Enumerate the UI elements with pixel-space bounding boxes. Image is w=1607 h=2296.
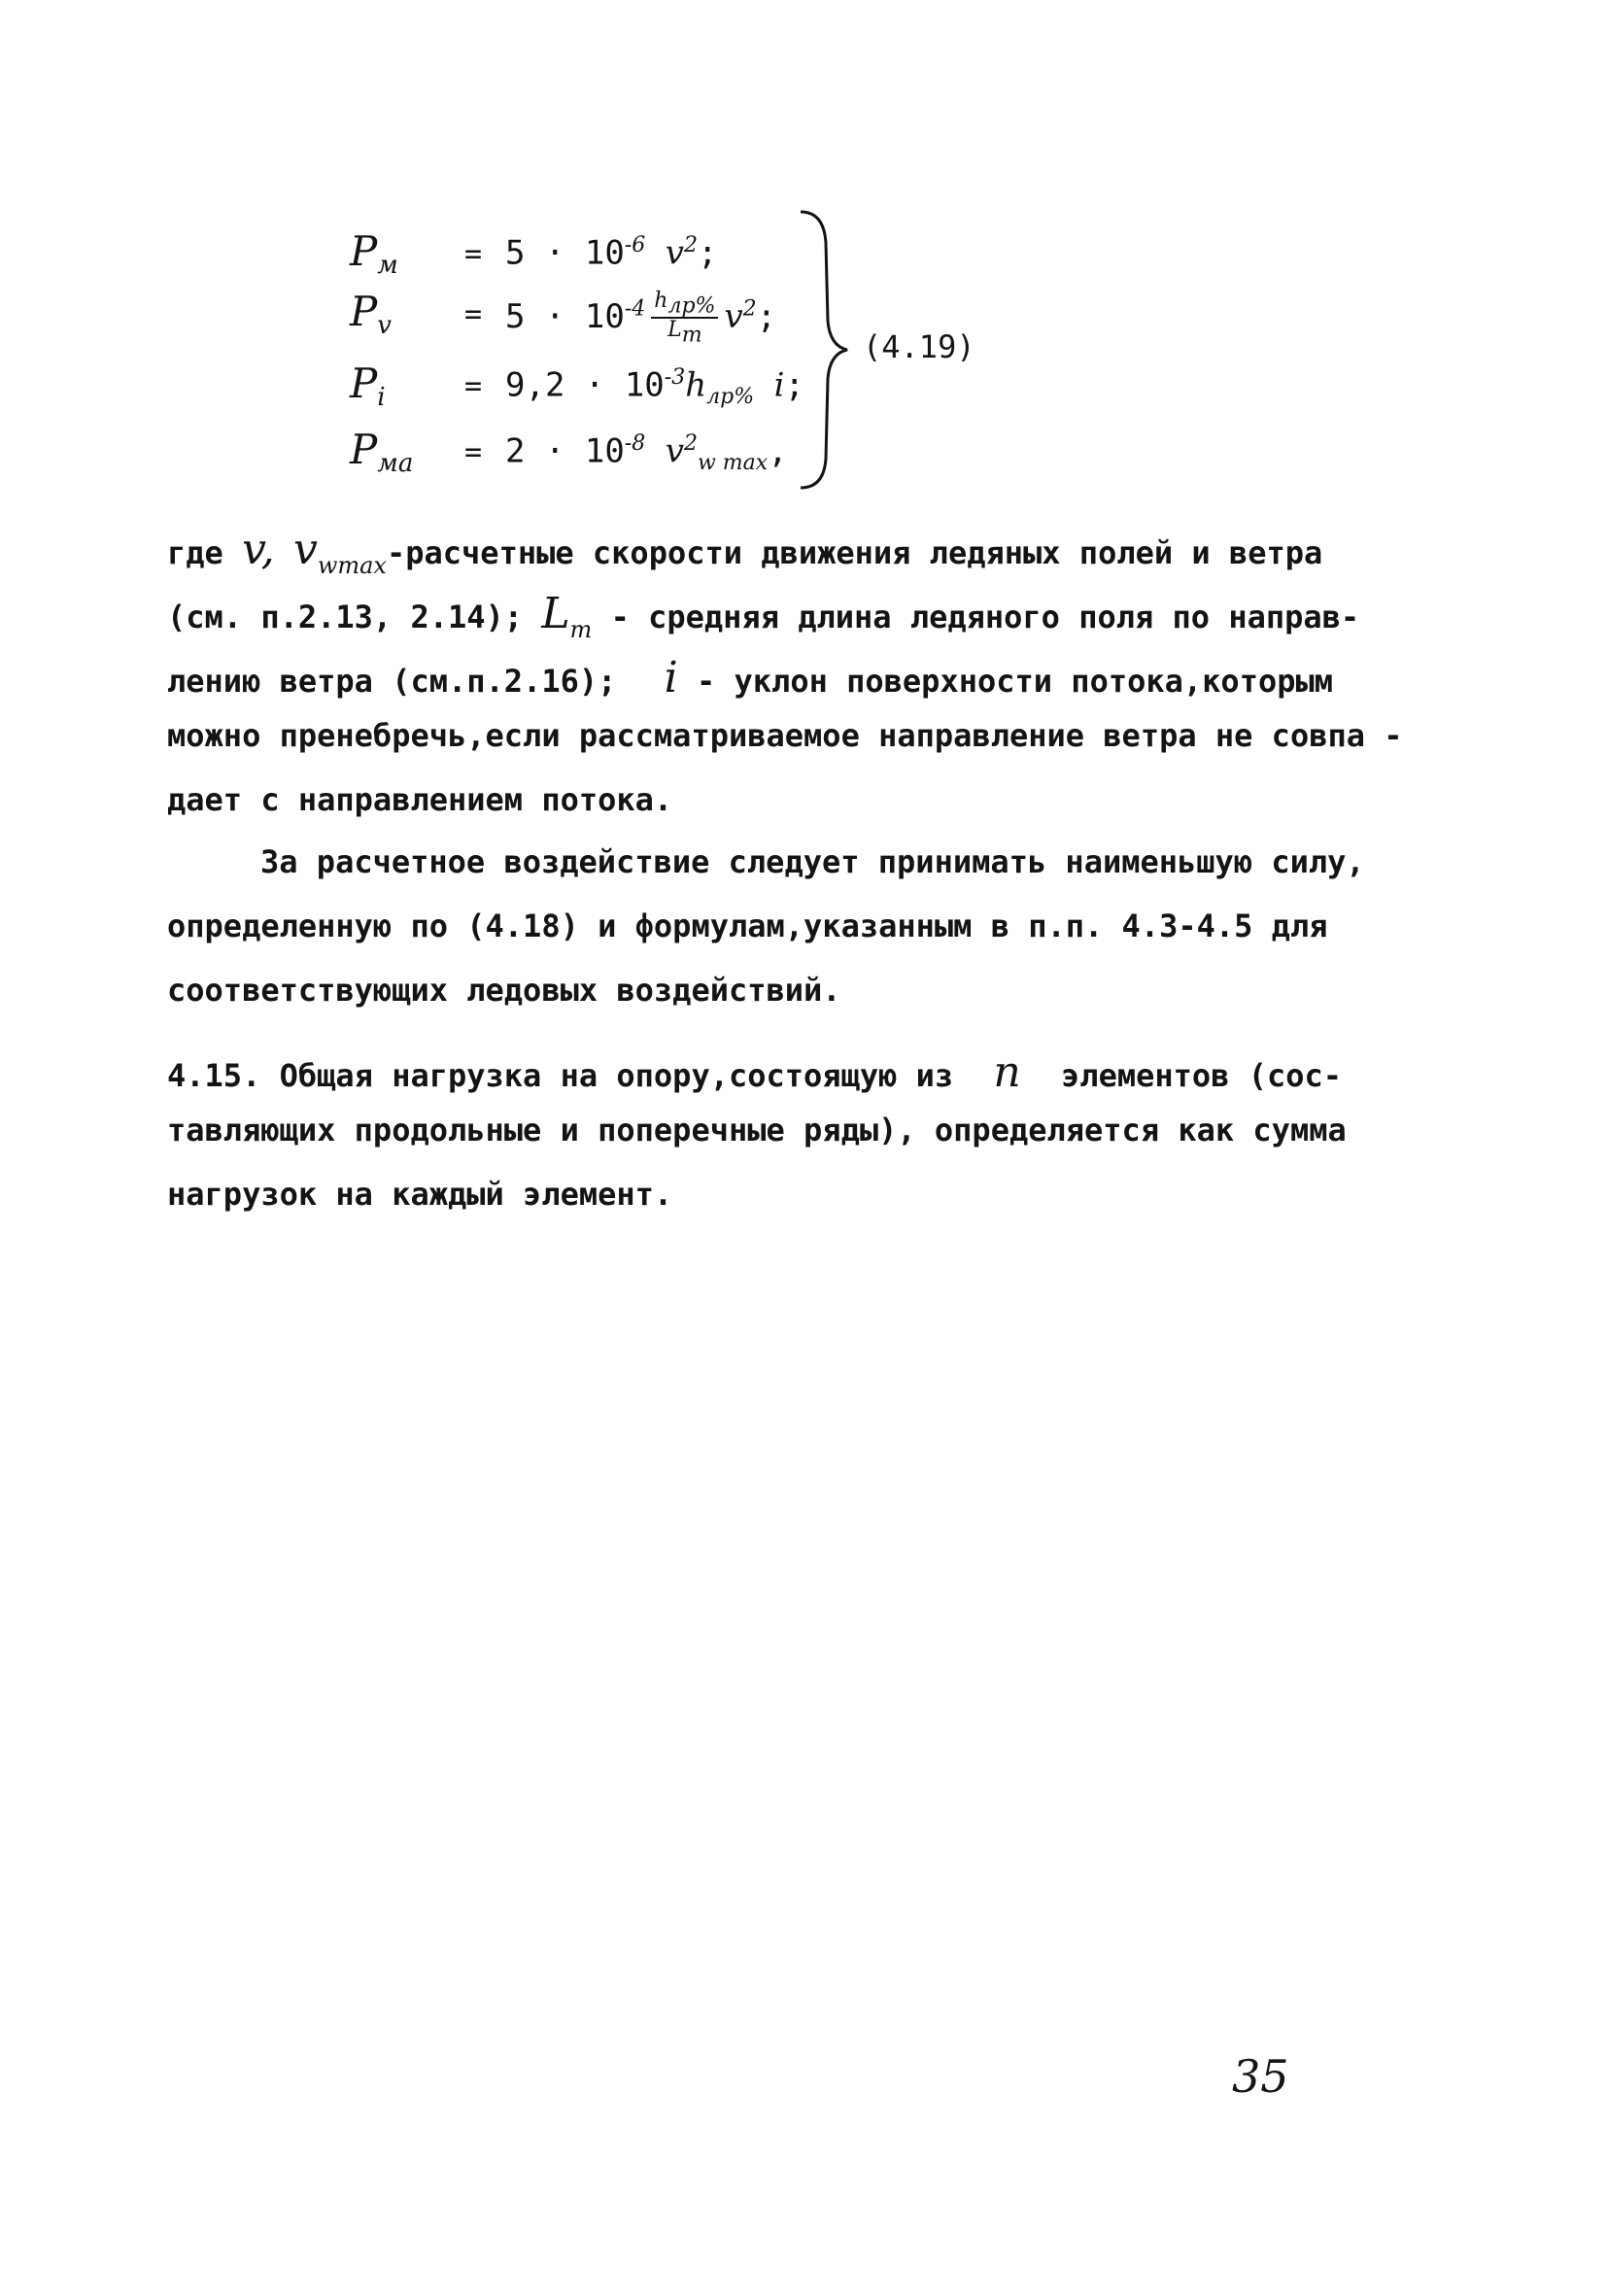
text-line: определенную по (4.18) и формулам,указанным в п.п. 4.3-4.5 для [167,908,1328,944]
symbol-Lm: $L_m$ [541,589,593,643]
formula-lhs: P [350,426,378,473]
symbol-v: v, [242,525,275,574]
right-brace-icon [787,204,855,496]
text-line: можно пренебречь,если рассматриваемое направление ветра не совпа - [167,717,1403,754]
symbol-v-wmax: $v_{wmax}$ [292,525,387,579]
formula-lhs: P [350,227,378,275]
symbol-i: i [664,653,678,703]
formula-lhs-subscript: i [377,383,386,412]
text-line: За расчетное воздействие следует принимать наименьшую силу, [260,843,1365,880]
equation-number: (4.19) [863,328,975,365]
text-line: 4.15. Общая нагрузка на опору,состоящую из n элементов (сос- [167,1047,1343,1097]
formula-lhs: P [350,360,378,407]
formula-rhs: $5 \cdot 10^{-4}$ $\frac{h_{лр\%}}{L_m}$ $v^2$; [505,289,777,348]
formula-rhs: $9,2 \cdot 10^{-3}h_{лр\%}$ i; [505,365,804,410]
fraction: $\frac{h_{лр\%}}{L_m}$ [651,290,718,347]
text-line: где v, $v_{wmax}$-расчетные скорости движения ледяных полей и ветра [167,525,1323,579]
formula-lhs-subscript: v [377,311,392,340]
text-line: дает с направлением потока. [167,781,673,818]
text-line: нагрузок на каждый элемент. [167,1176,673,1213]
equals-sign: = [464,369,483,403]
page-number: 35 [1232,2050,1289,2103]
formula-lhs-subscript: м [377,251,398,280]
formula-rhs: $2 \cdot 10^{-8}$ $v^2_{w max}$, [505,431,788,476]
text-line: лению ветра (см.п.2.16); i - уклон поверхности потока,которым [167,653,1334,703]
formula-lhs: P [350,288,378,335]
equals-sign: = [464,237,483,271]
symbol-n: n [993,1047,1021,1097]
text-line: (см. п.2.13, 2.14); $L_m$ - средняя длина ледяного поля по направ- [167,589,1360,643]
equals-sign: = [464,435,483,469]
text-line: соответствующих ледовых воздействий. [167,972,841,1009]
formula-rhs: $5 \cdot 10^{-6}$ $v^2$; [505,233,718,273]
formula-lhs-subscript: мa [377,449,414,478]
formula-system [350,204,1030,496]
equals-sign: = [464,297,483,331]
text-line: тавляющих продольные и поперечные ряды), определяется как сумма [167,1112,1347,1148]
